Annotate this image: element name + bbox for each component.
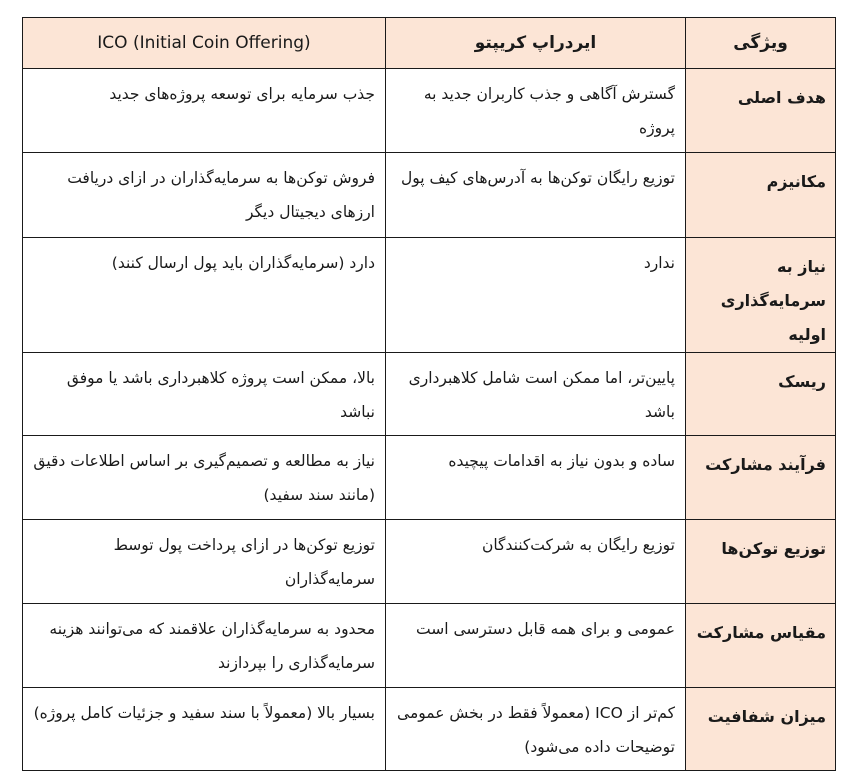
feature-cell: فرآیند مشارکت (686, 436, 836, 520)
feature-cell: مقیاس مشارکت (686, 604, 836, 688)
airdrop-cell: گسترش آگاهی و جذب کاربران جدید به پروژه (386, 69, 686, 153)
feature-cell: ریسک (686, 353, 836, 436)
airdrop-cell: توزیع رایگان به شرکت‌کنندگان (386, 520, 686, 604)
airdrop-cell: عمومی و برای همه قابل دسترسی است (386, 604, 686, 688)
table-row (23, 69, 836, 153)
feature-cell: میزان شفافیت (686, 688, 836, 771)
header-ico: ICO (Initial Coin Offering) (23, 18, 386, 69)
table-row (23, 520, 836, 604)
ico-cell: بالا، ممکن است پروژه کلاهبرداری باشد یا موفق نباشد (23, 353, 386, 436)
header-airdrop: ایردراپ کریپتو (386, 18, 686, 69)
feature-cell: نیاز به سرمایه‌گذاری اولیه (686, 238, 836, 353)
table-row (23, 604, 836, 688)
ico-cell: دارد (سرمایه‌گذاران باید پول ارسال کنند) (23, 238, 386, 353)
feature-cell: هدف اصلی (686, 69, 836, 153)
table-row (23, 153, 836, 238)
ico-cell: نیاز به مطالعه و تصمیم‌گیری بر اساس اطلاعات دقیق (مانند سند سفید) (23, 436, 386, 520)
airdrop-cell: پایین‌تر، اما ممکن است شامل کلاهبرداری باشد (386, 353, 686, 436)
table-row (23, 436, 836, 520)
airdrop-vs-ico-comparison-table (22, 17, 836, 771)
ico-cell: جذب سرمایه برای توسعه پروژه‌های جدید (23, 69, 386, 153)
header-feature: ویژگی (686, 18, 836, 69)
table-header-row (23, 18, 836, 69)
ico-cell: محدود به سرمایه‌گذاران علاقمند که می‌توانند هزینه سرمایه‌گذاری را بپردازند (23, 604, 386, 688)
table-row (23, 688, 836, 771)
table-row (23, 238, 836, 353)
airdrop-cell: توزیع رایگان توکن‌ها به آدرس‌های کیف پول (386, 153, 686, 238)
airdrop-cell: ندارد (386, 238, 686, 353)
feature-cell: توزیع توکن‌ها (686, 520, 836, 604)
airdrop-cell: کم‌تر از ICO (معمولاً فقط در بخش عمومی توضیحات داده می‌شود) (386, 688, 686, 771)
table-row (23, 353, 836, 436)
ico-cell: توزیع توکن‌ها در ازای پرداخت پول توسط سرمایه‌گذاران (23, 520, 386, 604)
feature-cell: مکانیزم (686, 153, 836, 238)
ico-cell: فروش توکن‌ها به سرمایه‌گذاران در ازای دریافت ارزهای دیجیتال دیگر (23, 153, 386, 238)
airdrop-cell: ساده و بدون نیاز به اقدامات پیچیده (386, 436, 686, 520)
ico-cell: بسیار بالا (معمولاً با سند سفید و جزئیات کامل پروژه) (23, 688, 386, 771)
